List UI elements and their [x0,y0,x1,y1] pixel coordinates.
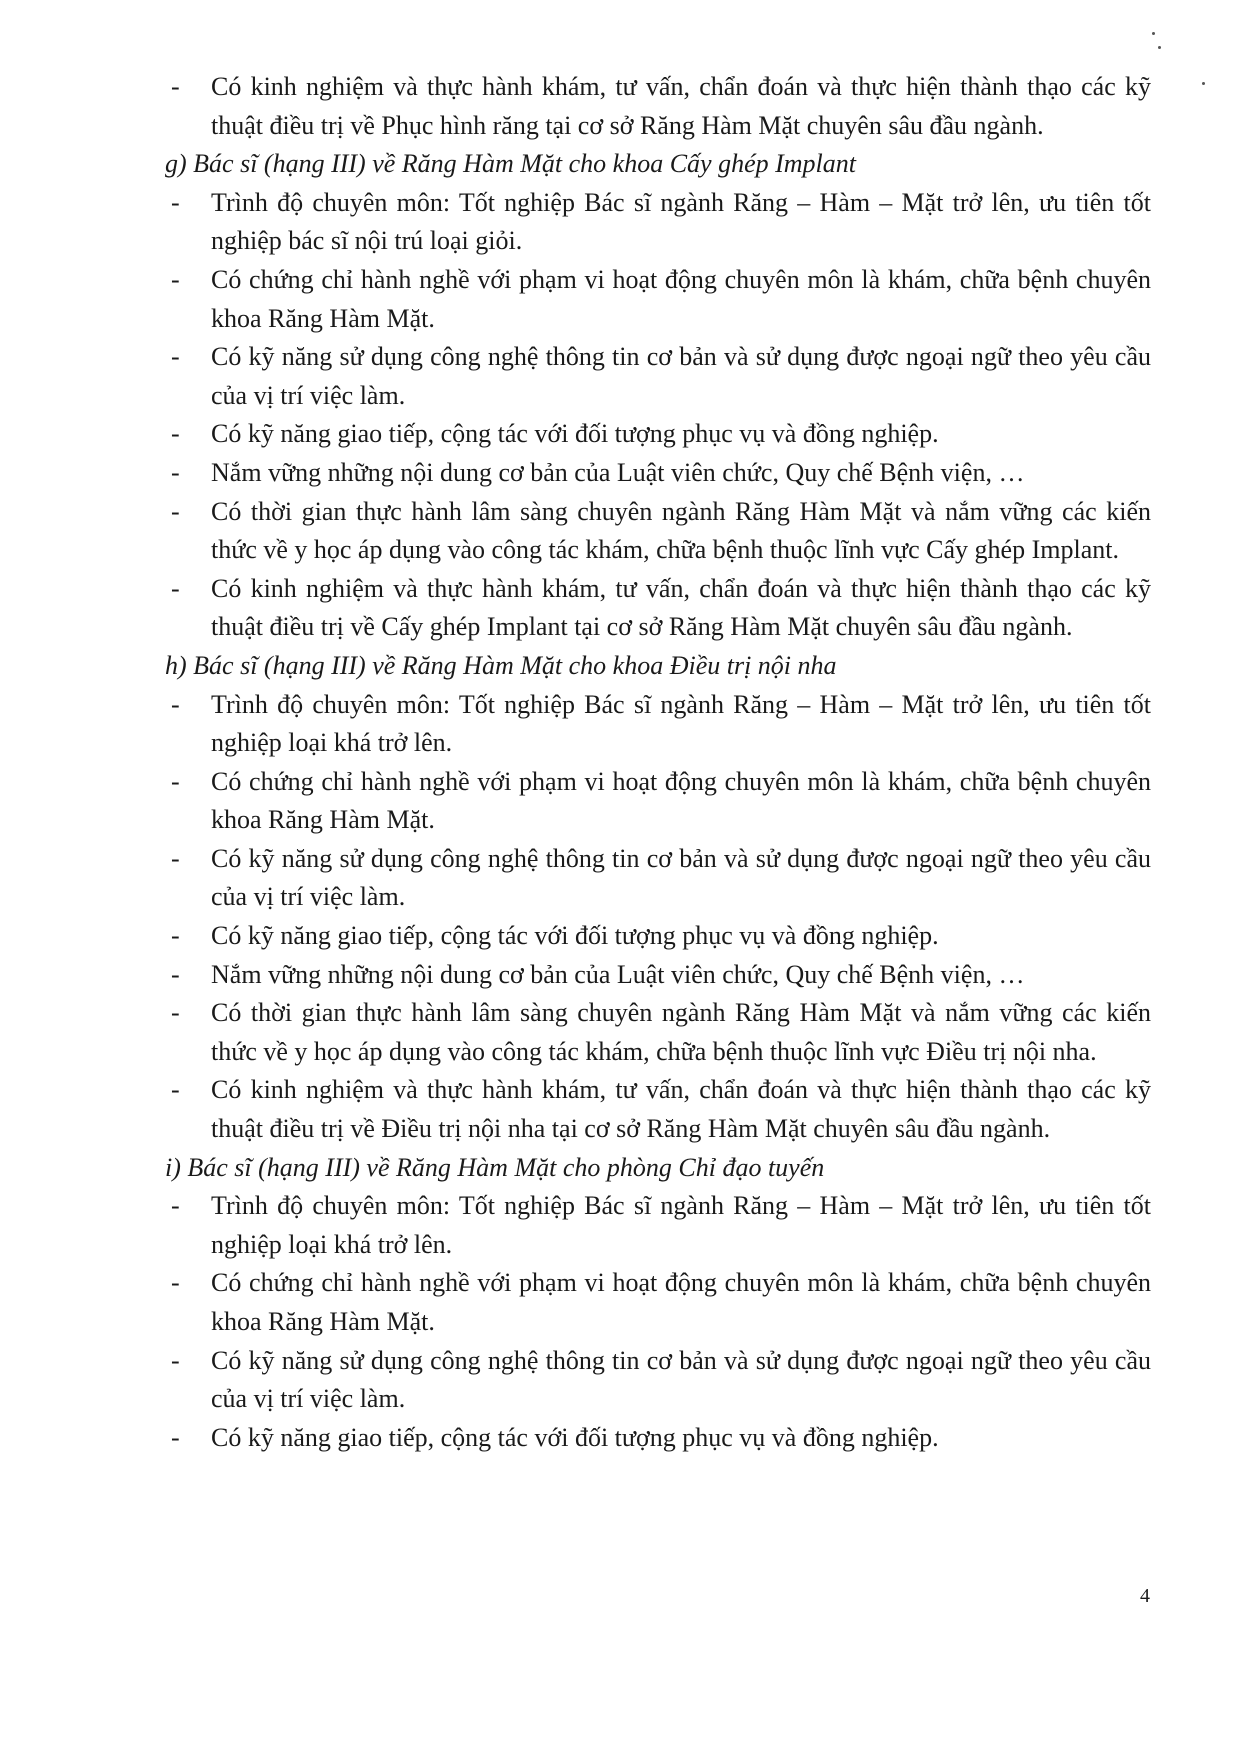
bullet-dash: - [171,689,180,719]
list-item-text: Có kỹ năng giao tiếp, cộng tác với đối tượng phục vụ và đồng nghiệp. [211,921,939,951]
list-item-text: Có thời gian thực hành lâm sàng chuyên ngành Răng Hàm Mặt và nắm vững các kiến thức về y học áp dụng vào công tác khám, chữa bệnh thuộc lĩnh vực Cấy ghép Implant. [211,496,1151,565]
bullet-dash: - [171,342,180,372]
bullet-dash: - [171,1345,180,1375]
list-item-text: Có chứng chỉ hành nghề với phạm vi hoạt động chuyên môn là khám, chữa bệnh chuyên khoa Răng Hàm Mặt. [211,766,1151,835]
bullet-dash: - [171,1075,180,1105]
bullet-dash: - [171,72,180,101]
bullet-dash: - [171,843,180,873]
list-item [155,1071,1151,1148]
bullet-dash: - [171,998,180,1028]
bullet-dash: - [171,921,180,951]
section-heading: g) Bác sĩ (hạng III) về Răng Hàm Mặt cho khoa Cấy ghép Implant [165,149,856,179]
list-item [155,1342,1151,1419]
scan-speck [1152,32,1155,35]
list-item [155,261,1151,338]
bullet-dash: - [171,1191,180,1221]
list-item-text: Có thời gian thực hành lâm sàng chuyên ngành Răng Hàm Mặt và nắm vững các kiến thức về y học áp dụng vào công tác khám, chữa bệnh thuộc lĩnh vực Điều trị nội nha. [211,998,1151,1066]
list-item-text: Có kỹ năng giao tiếp, cộng tác với đối tượng phục vụ và đồng nghiệp. [211,1422,939,1452]
bullet-dash: - [171,766,180,796]
bullet-dash: - [171,496,180,526]
bullet-dash: - [171,419,180,449]
list-item-text: Có kỹ năng sử dụng công nghệ thông tin cơ bản và sử dụng được ngoại ngữ theo yêu cầu của vị trí việc làm. [211,342,1151,410]
section-heading: h) Bác sĩ (hạng III) về Răng Hàm Mặt cho khoa Điều trị nội nha [165,650,837,680]
list-item-text: Có kỹ năng giao tiếp, cộng tác với đối tượng phục vụ và đồng nghiệp. [211,419,939,449]
list-item [155,917,1151,956]
list-item [155,570,1151,647]
list-item-text: Có kinh nghiệm và thực hành khám, tư vấn, chẩn đoán và thực hiện thành thạo các kỹ thuật điều trị về Điều trị nội nha tại cơ sở Răng Hàm Mặt chuyên sâu đầu ngành. [211,1075,1151,1144]
scan-speck [1158,46,1161,49]
list-item [155,994,1151,1071]
list-item-text: Có chứng chỉ hành nghề với phạm vi hoạt động chuyên môn là khám, chữa bệnh chuyên khoa Răng Hàm Mặt. [211,1268,1151,1336]
page-number: 4 [1140,1585,1150,1607]
list-item [155,1187,1151,1264]
list-item-text: Trình độ chuyên môn: Tốt nghiệp Bác sĩ ngành Răng – Hàm – Mặt trở lên, ưu tiên tốt nghiệp loại khá trở lên. [211,1191,1151,1259]
list-item [155,1264,1151,1341]
list-item [155,763,1151,840]
list-item [155,338,1151,415]
list-item [155,184,1151,261]
list-item-text: Có kỹ năng sử dụng công nghệ thông tin cơ bản và sử dụng được ngoại ngữ theo yêu cầu của vị trí việc làm. [211,1345,1151,1414]
bullet-dash: - [171,959,180,989]
list-item-text: Nắm vững những nội dung cơ bản của Luật viên chức, Quy chế Bệnh viện, … [211,959,1025,989]
document-body [155,68,1151,1457]
list-item-text: Có kinh nghiệm và thực hành khám, tư vấn, chẩn đoán và thực hiện thành thạo các kỹ thuật điều trị về Cấy ghép Implant tại cơ sở Răng Hàm Mặt chuyên sâu đầu ngành. [211,573,1151,642]
list-item-text: Trình độ chuyên môn: Tốt nghiệp Bác sĩ ngành Răng – Hàm – Mặt trở lên, ưu tiên tốt nghiệp loại khá trở lên. [211,689,1151,758]
list-item [155,68,1151,145]
bullet-dash: - [171,187,180,217]
list-item [155,415,1151,454]
bullet-dash: - [171,457,180,487]
list-item [155,956,1151,995]
list-item [155,493,1151,570]
scan-speck [1202,82,1205,85]
list-item-text: Có kinh nghiệm và thực hành khám, tư vấn, chẩn đoán và thực hiện thành thạo các kỹ thuật điều trị về Phục hình răng tại cơ sở Răng Hàm Mặt chuyên sâu đầu ngành. [211,72,1151,140]
list-item-text: Có kỹ năng sử dụng công nghệ thông tin cơ bản và sử dụng được ngoại ngữ theo yêu cầu của vị trí việc làm. [211,843,1151,912]
section-heading: i) Bác sĩ (hạng III) về Răng Hàm Mặt cho phòng Chỉ đạo tuyến [165,1152,825,1182]
list-item [155,454,1151,493]
bullet-dash: - [171,573,180,603]
list-item-text: Trình độ chuyên môn: Tốt nghiệp Bác sĩ ngành Răng – Hàm – Mặt trở lên, ưu tiên tốt nghiệp bác sĩ nội trú loại giỏi. [211,187,1151,256]
bullet-dash: - [171,264,180,294]
list-item-text: Nắm vững những nội dung cơ bản của Luật viên chức, Quy chế Bệnh viện, … [211,457,1025,487]
list-item [155,840,1151,917]
list-item [155,686,1151,763]
list-item [155,1419,1151,1458]
list-item-text: Có chứng chỉ hành nghề với phạm vi hoạt động chuyên môn là khám, chữa bệnh chuyên khoa Răng Hàm Mặt. [211,264,1151,333]
bullet-dash: - [171,1422,180,1452]
bullet-dash: - [171,1268,180,1298]
